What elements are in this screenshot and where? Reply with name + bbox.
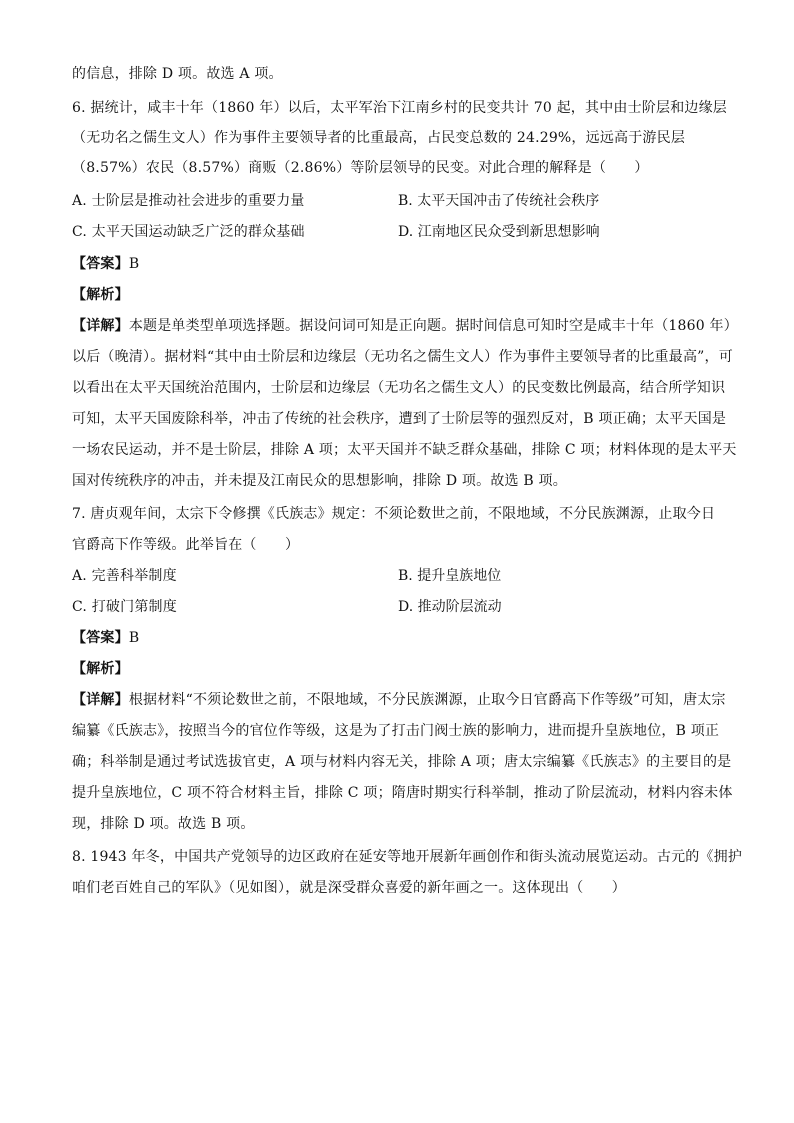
detail-label: 【详解】 (72, 692, 129, 708)
answer-value: B (128, 256, 140, 272)
q7-detail-line-5: 现，排除 D 项。故选 B 项。 (72, 816, 255, 832)
q7-detail-line-3: 确；科举制是通过考试选拔官吏，A 项与材料内容无关，排除 A 项；唐太宗编纂《氏族志》的主要目的是 (72, 754, 732, 770)
answer-label: 【答案】 (72, 256, 129, 272)
question-6-stem-line-2: （无功名之儒生文人）作为事件主要领导者的比重最高，占民变总数的 24.29%，远远高于游民层 (72, 130, 686, 146)
question-6-stem-line-3: （8.57%）农民（8.57%）商贩（2.86%）等阶层领导的民变。对此合理的解释是（ ） (72, 160, 649, 176)
q6-detail-line-1 (72, 316, 738, 336)
q7-option-a: A. 完善科举制度 (72, 568, 177, 584)
question-7-stem-line-1: 7. 唐贞观年间，太宗下令修撰《氏族志》规定：不须论数世之前，不限地域，不分民族渊源，止取今日 (72, 506, 716, 522)
q7-option-c: C. 打破门第制度 (72, 599, 177, 615)
q7-option-b: B. 提升皇族地位 (398, 568, 502, 584)
question-8-stem-line-1: 8. 1943 年冬，中国共产党领导的边区政府在延安等地开展新年画创作和街头流动展览运动。古元的《拥护 (72, 849, 743, 865)
q6-option-b: B. 太平天国冲击了传统社会秩序 (398, 193, 600, 209)
question-8-stem-line-2: 咱们老百姓自己的军队》（见如图），就是深受群众喜爱的新年画之一。这体现出（ ） (72, 880, 626, 896)
q7-answer (72, 628, 139, 648)
detail-text: 本题是单类型单项选择题。据设问词可知是正向题。据时间信息可知时空是咸丰十年（1860 年） (128, 318, 738, 334)
q7-detail-line-1 (72, 690, 726, 710)
q6-option-d: D. 江南地区民众受到新思想影响 (398, 224, 600, 240)
q7-option-d: D. 推动阶层流动 (398, 599, 502, 615)
text-line: 的信息，排除 D 项。故选 A 项。 (72, 66, 283, 82)
detail-label: 【详解】 (72, 318, 129, 334)
q6-option-a: A. 士阶层是推动社会进步的重要力量 (72, 193, 305, 209)
q7-detail-line-4: 提升皇族地位，C 项不符合材料主旨，排除 C 项；隋唐时期实行科举制，推动了阶层流动，材料内容未体 (72, 785, 733, 801)
question-7-stem-line-2: 官爵高下作等级。此举旨在（ ） (72, 537, 300, 553)
q6-detail-line-5: 一场农民运动，并不是士阶层，排除 A 项；太平天国并不缺乏群众基础，排除 C 项；材料体现的是太平天 (72, 442, 737, 458)
q6-detail-line-3: 以看出在太平天国统治范围内，士阶层和边缘层（无功名之儒生文人）的民变数比例最高，结合所学知识 (72, 380, 726, 396)
q7-analysis-label: 【解析】 (72, 661, 129, 677)
q6-answer (72, 254, 139, 274)
q6-detail-line-4: 可知，太平天国废除科举，冲击了传统的社会秩序，遭到了士阶层等的强烈反对，B 项正确；太平天国是 (72, 411, 727, 427)
detail-text: 根据材料“不须论数世之前，不限地域，不分民族渊源，止取今日官爵高下作等级”可知，唐太宗 (128, 692, 726, 708)
q6-analysis-label: 【解析】 (72, 287, 129, 303)
q6-option-c: C. 太平天国运动缺乏广泛的群众基础 (72, 224, 305, 240)
q6-detail-line-2: 以后（晚清）。据材料“其中由士阶层和边缘层（无功名之儒生文人）作为事件主要领导者的比重最高”，可 (72, 349, 733, 365)
answer-label: 【答案】 (72, 630, 129, 646)
q7-detail-line-2: 编纂《氏族志》，按照当今的官位作等级，这是为了打击门阀士族的影响力，进而提升皇族地位，B 项正 (72, 723, 720, 739)
q6-detail-line-6: 国对传统秩序的冲击，并未提及江南民众的思想影响，排除 D 项。故选 B 项。 (72, 473, 567, 489)
answer-value: B (128, 630, 140, 646)
question-6-stem-line-1: 6. 据统计，咸丰十年（1860 年）以后，太平军治下江南乡村的民变共计 70 起，其中由士阶层和边缘层 (72, 100, 727, 116)
